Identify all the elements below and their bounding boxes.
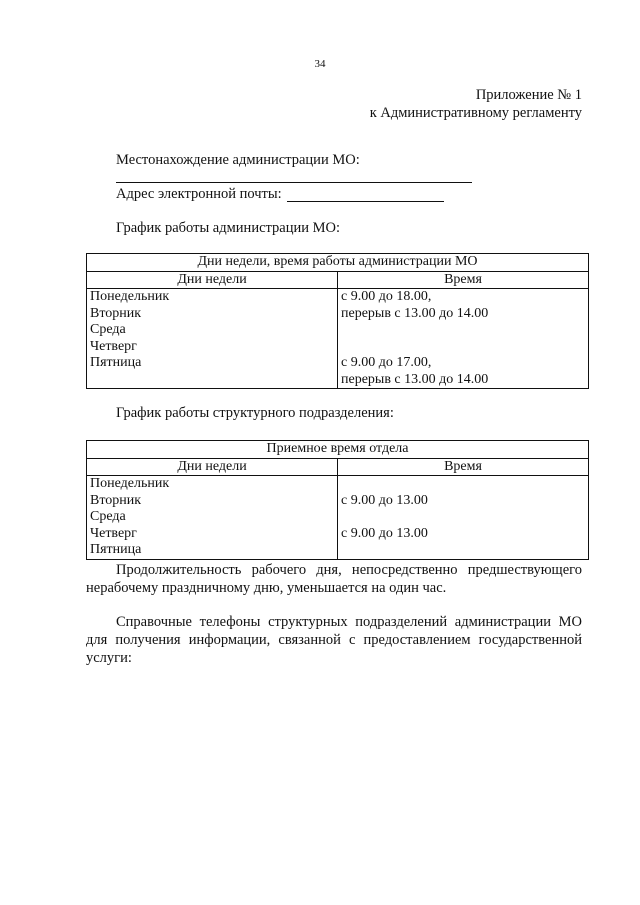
dept-time (341, 542, 585, 559)
schedule-dept-heading: График работы структурного подразделения: (116, 405, 394, 421)
email-blank-line (287, 201, 444, 202)
location-label: Местонахождение администрации МО: (116, 152, 360, 168)
admin-day: Пятница (90, 355, 142, 370)
dept-times-cell (338, 476, 589, 560)
admin-table-caption: Дни недели, время работы администрации МО (87, 254, 589, 272)
admin-day: Четверг (90, 338, 137, 354)
dept-day: Понедельник (90, 476, 170, 491)
admin-time: перерыв с 13.00 до 14.00 (341, 305, 489, 321)
phones-paragraph (86, 613, 582, 667)
admin-col-time-header: Время (338, 271, 589, 289)
admin-schedule-table (86, 253, 589, 389)
appendix-line-2: к Административному регламенту (369, 105, 582, 121)
dept-day: Вторник (90, 492, 142, 508)
email-label: Адрес электронной почты: (116, 186, 282, 202)
admin-time: с 9.00 до 18.00, (341, 289, 432, 304)
admin-times-cell (338, 289, 589, 389)
dept-day: Четверг (90, 525, 137, 541)
dept-time: с 9.00 до 13.00 (341, 492, 428, 508)
dept-schedule-table (86, 440, 589, 560)
admin-time (341, 322, 585, 339)
dept-table-caption: Приемное время отдела (87, 441, 589, 459)
location-blank-line (116, 182, 472, 183)
admin-days-cell (87, 289, 338, 389)
dept-days-cell (87, 476, 338, 560)
dept-time (341, 509, 585, 526)
dept-col-time-header: Время (338, 458, 589, 476)
appendix-line-1: Приложение № 1 (475, 87, 582, 103)
admin-time: перерыв с 13.00 до 14.00 (341, 371, 489, 387)
admin-day: Среда (90, 322, 126, 337)
admin-time (341, 339, 585, 356)
admin-day: Понедельник (90, 289, 170, 304)
note-text: Продолжительность рабочего дня, непосредственно предшествующего нерабочему праздничному дню, уменьшается на один час. (86, 562, 582, 596)
dept-time: с 9.00 до 13.00 (341, 525, 428, 541)
admin-day: Вторник (90, 305, 142, 321)
dept-col-days-header: Дни недели (87, 458, 338, 476)
dept-day: Среда (90, 509, 126, 524)
note-paragraph (86, 561, 582, 597)
dept-time (341, 476, 585, 493)
page-number: 34 (314, 58, 326, 70)
admin-col-days-header: Дни недели (87, 271, 338, 289)
admin-time: с 9.00 до 17.00, (341, 355, 432, 370)
phones-text: Справочные телефоны структурных подразделений администрации МО для получения информации, связанной с предоставлением государственной услуги: (86, 614, 582, 666)
schedule-admin-heading: График работы администрации МО: (116, 220, 341, 236)
dept-day: Пятница (90, 542, 142, 557)
